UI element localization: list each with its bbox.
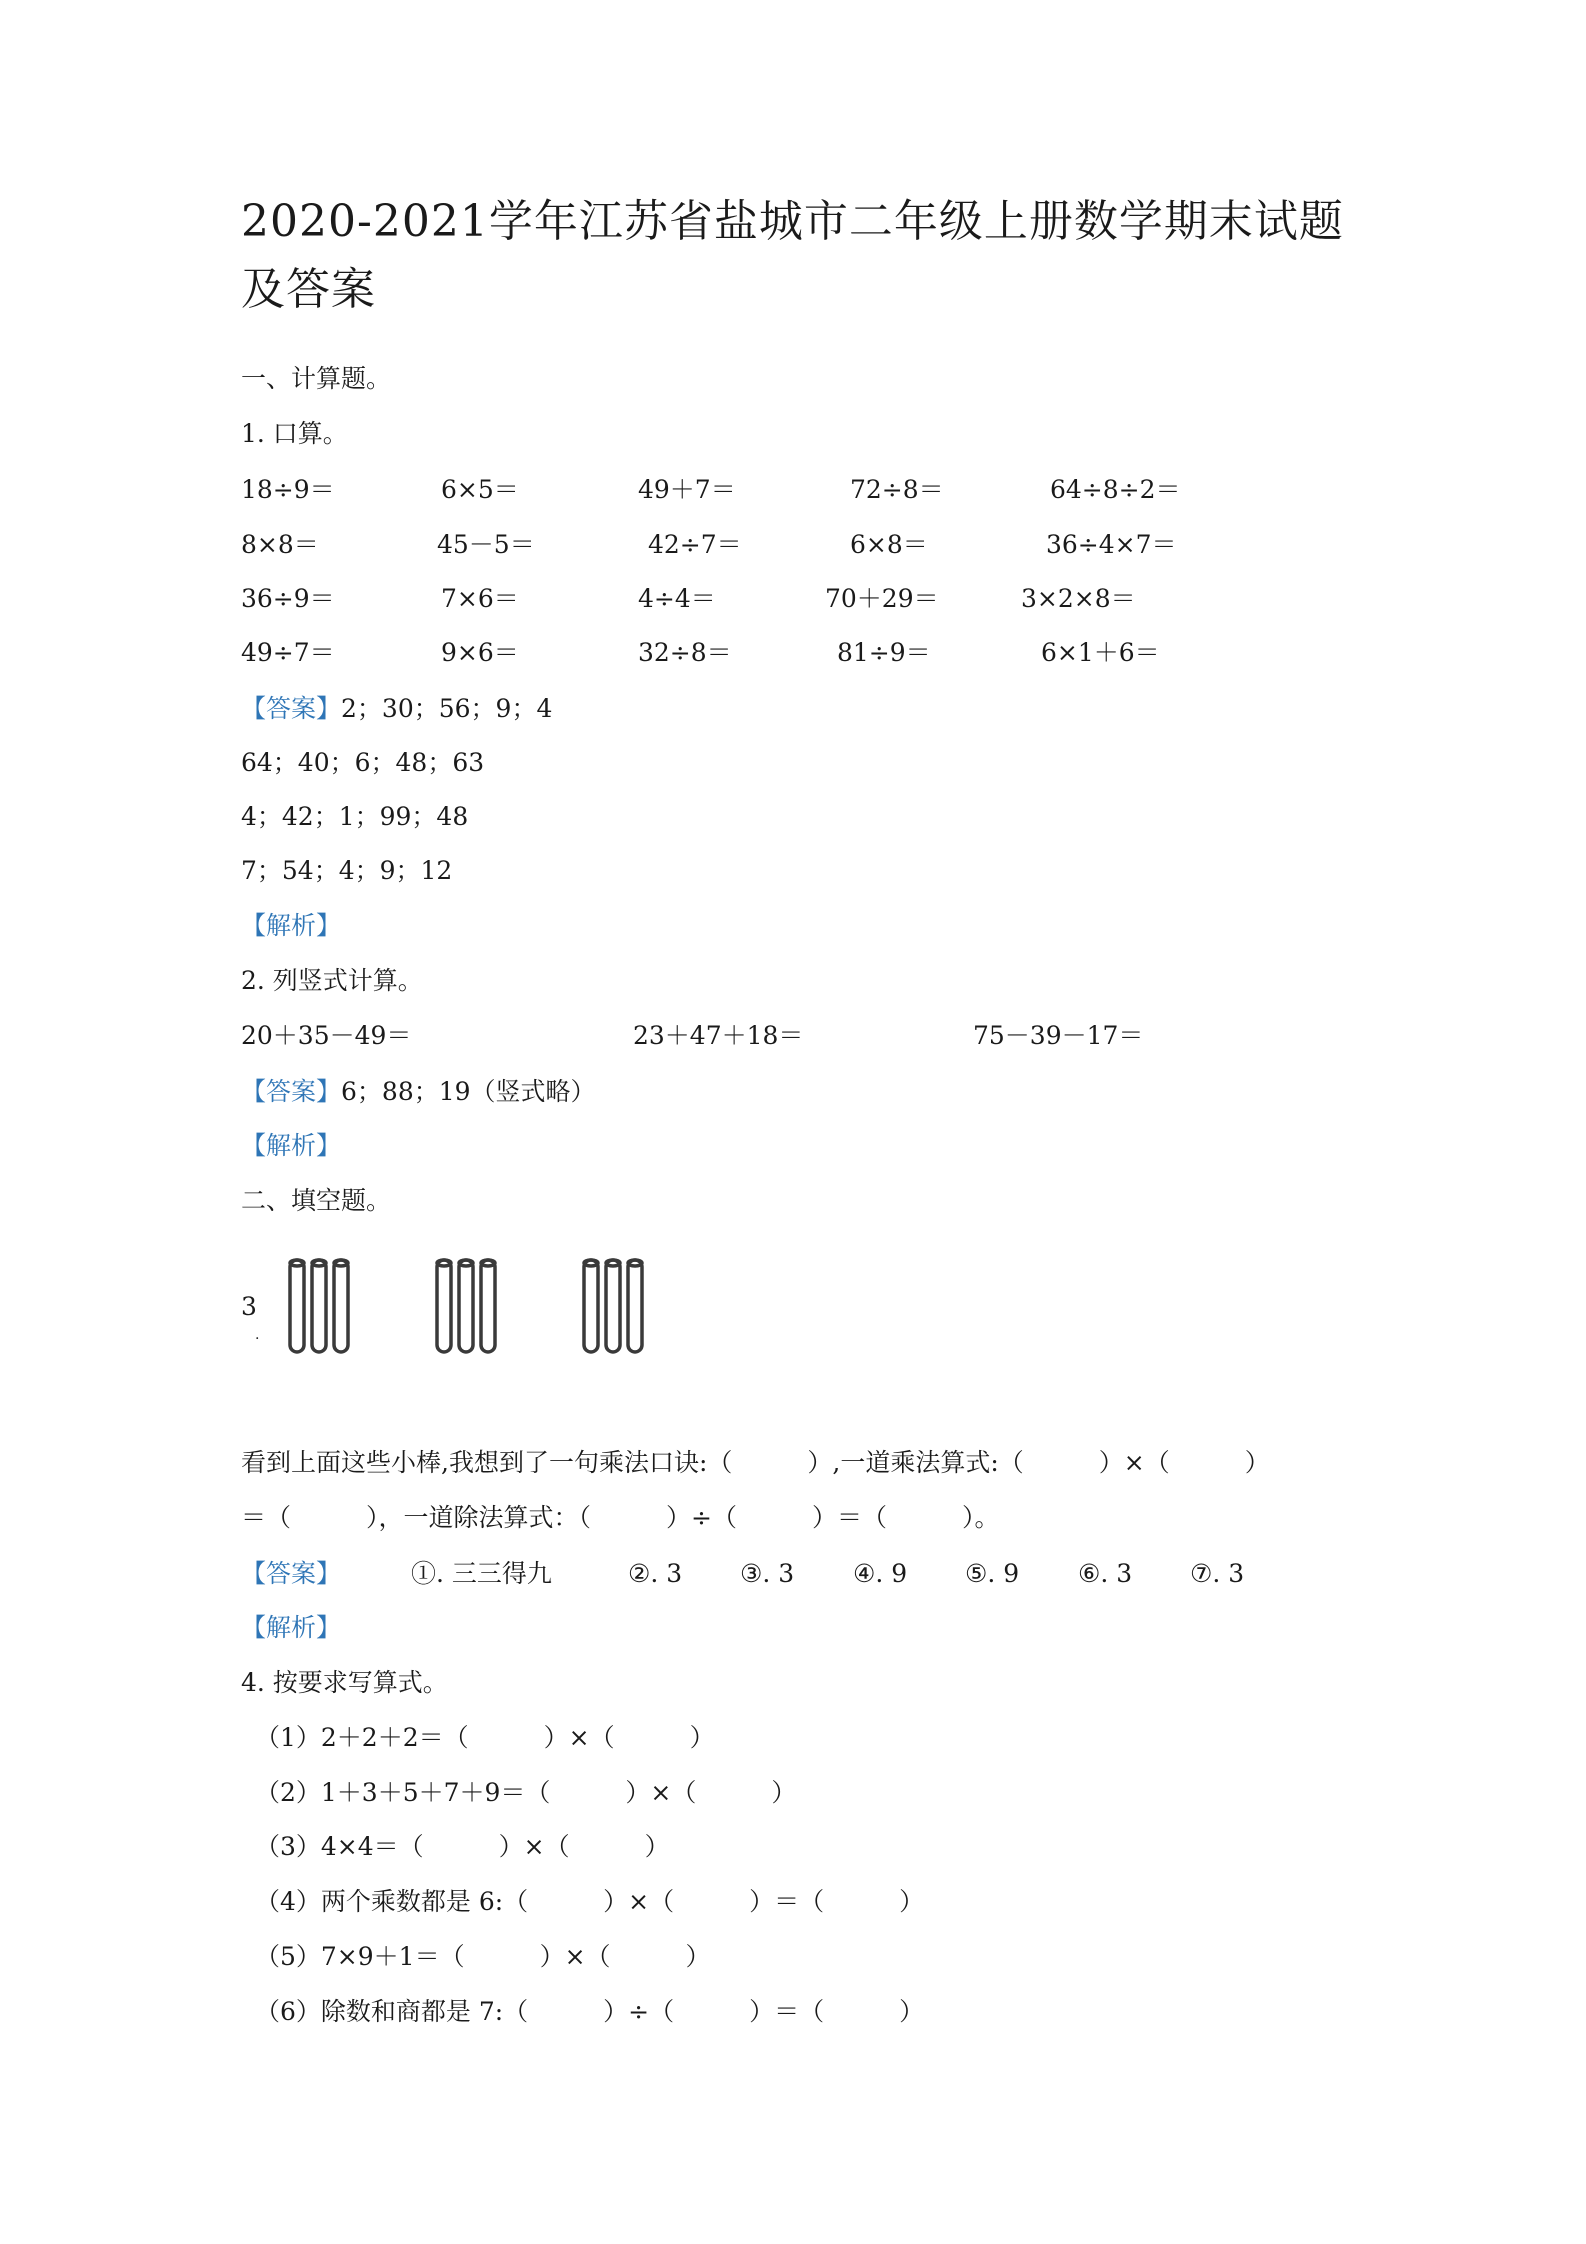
q1-expression: 6×1＋6＝ <box>1041 638 1160 667</box>
q1-expression: 36÷9＝ <box>241 584 335 613</box>
q1-expression: 4÷4＝ <box>638 584 716 613</box>
analysis-tag: 【解析】 <box>241 1613 342 1642</box>
stick-group-2 <box>437 1260 495 1352</box>
q3-answer-item: ③. 3 <box>740 1559 795 1588</box>
q3-answer-item: ⑥. 3 <box>1078 1559 1133 1588</box>
answer-text: 7；54；4；9；12 <box>241 856 453 885</box>
sticks-image <box>282 1253 662 1357</box>
q3-answer-item: ①. 三三得九 <box>411 1559 552 1588</box>
q4-item: （6）除数和商都是 7:（ ）÷（ ）＝（ ） <box>255 1997 925 2026</box>
q2-expression: 75－39－17＝ <box>973 1021 1144 1050</box>
q1-expression: 72÷8＝ <box>850 475 944 504</box>
sticks-illustration <box>282 1253 662 1357</box>
q3-answer-item: ②. 3 <box>628 1559 683 1588</box>
q4-item: （2）1＋3＋5＋7＋9＝（ ）×（ ） <box>255 1778 797 1807</box>
q3-answer-item: ⑤. 9 <box>965 1559 1020 1588</box>
q2-expression: 23＋47＋18＝ <box>633 1021 804 1050</box>
q2-answer <box>241 1075 596 1109</box>
q1-expression: 45－5＝ <box>437 530 535 559</box>
q3-answer-item: ④. 9 <box>853 1559 908 1588</box>
q4-item: （3）4×4＝（ ）×（ ） <box>255 1832 670 1861</box>
q1-answer <box>241 692 552 726</box>
answer-text: 64；40；6；48；63 <box>241 748 485 777</box>
q3-number: 3 <box>241 1292 257 1321</box>
q1-expression: 36÷4×7＝ <box>1046 530 1177 559</box>
q1-expression: 6×8＝ <box>850 530 928 559</box>
analysis-tag: 【解析】 <box>241 911 342 940</box>
answer-tag: 【答案】 <box>241 694 342 723</box>
stick-group-3 <box>584 1260 642 1352</box>
q1-expression: 8×8＝ <box>241 530 319 559</box>
q4-item: （5）7×9＋1＝（ ）×（ ） <box>255 1942 711 1971</box>
q1-expression: 9×6＝ <box>441 638 519 667</box>
q3-question-line2: ＝（ ），一道除法算式：（ ）÷（ ）＝（ ）。 <box>241 1503 1000 1532</box>
q1-expression: 18÷9＝ <box>241 475 335 504</box>
answer-text: 2；30；56；9；4 <box>341 694 553 723</box>
answer-tag: 【答案】 <box>241 1559 342 1588</box>
q1-expression: 81÷9＝ <box>837 638 931 667</box>
page-title: 2020-2021学年江苏省盐城市二年级上册数学期末试题及答案 <box>241 196 1344 315</box>
q4-item: （4）两个乘数都是 6:（ ）×（ ）＝（ ） <box>255 1887 925 1916</box>
q4-item: （1）2＋2＋2＝（ ）×（ ） <box>255 1723 715 1752</box>
q1-expression: 64÷8÷2＝ <box>1050 475 1181 504</box>
q3-answer-item: ⑦. 3 <box>1190 1559 1245 1588</box>
section-heading-fill: 二、填空题。 <box>241 1186 392 1215</box>
q1-expression: 49＋7＝ <box>638 475 736 504</box>
q1-expression: 32÷8＝ <box>638 638 732 667</box>
q3-question-line1: 看到上面这些小棒,我想到了一句乘法口诀:（ ）,一道乘法算式:（ ）×（ ） <box>241 1448 1270 1477</box>
section-heading-calc: 一、计算题。 <box>241 364 392 393</box>
answer-text: 6；88；19（竖式略） <box>341 1077 596 1106</box>
analysis-tag: 【解析】 <box>241 1131 342 1160</box>
q1-expression: 42÷7＝ <box>648 530 742 559</box>
q3-number-dot: . <box>255 1327 260 1343</box>
q1-expression: 7×6＝ <box>441 584 519 613</box>
q1-label: 1. 口算。 <box>241 419 348 448</box>
stick-group-1 <box>290 1260 348 1352</box>
q2-expression: 20＋35－49＝ <box>241 1021 412 1050</box>
q1-expression: 70＋29＝ <box>825 584 939 613</box>
answer-tag: 【答案】 <box>241 1077 342 1106</box>
q4-label: 4. 按要求写算式。 <box>241 1668 448 1697</box>
q1-expression: 49÷7＝ <box>241 638 335 667</box>
answer-text: 4；42；1；99；48 <box>241 802 469 831</box>
q2-label: 2. 列竖式计算。 <box>241 966 423 995</box>
q1-expression: 6×5＝ <box>441 475 519 504</box>
q1-expression: 3×2×8＝ <box>1021 584 1136 613</box>
